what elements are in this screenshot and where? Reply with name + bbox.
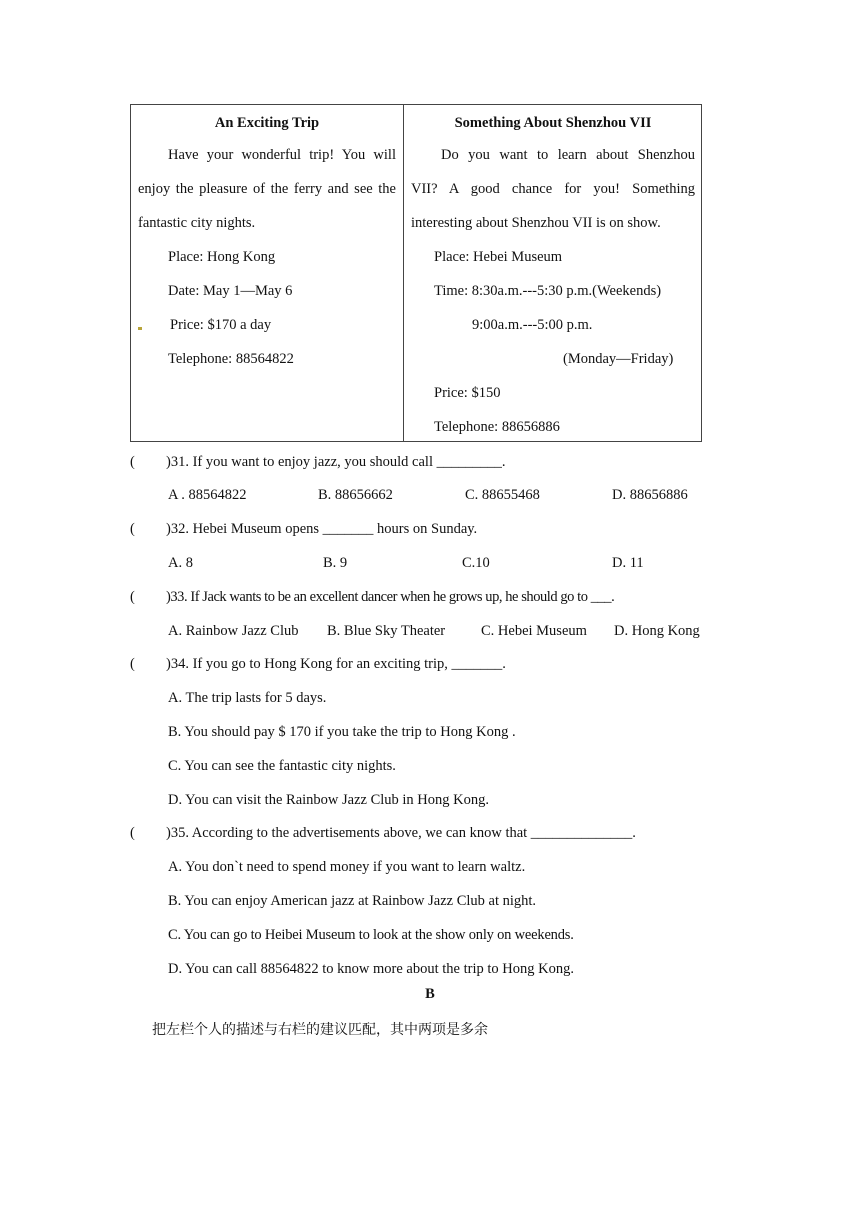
option-b: B. You should pay $ 170 if you take the trip to Hong Kong . [168,724,516,740]
option-a: A. You don`t need to spend money if you want to learn waltz. [168,859,526,875]
option-c: C. You can go to Heibei Museum to look at the show only on weekends. [168,927,574,943]
table-divider [403,105,404,441]
section-instruction: 把左栏个人的描述与右栏的建议匹配，其中两项是多余 [152,1022,488,1038]
ad-place: Place: Hong Kong [168,249,276,265]
question-33: )33. If Jack wants to be an excellent dancer when he grows up, he should go to ___. [166,589,615,605]
question-32: )32. Hebei Museum opens _______ hours on Sunday. [166,521,478,537]
ad-text: enjoy the pleasure of the ferry and see the [138,181,396,197]
option-c: C.10 [462,555,490,571]
option-c: C. 88655468 [465,487,540,503]
answer-blank: ( [130,656,135,672]
answer-blank: ( [130,589,135,605]
option-d: D. You can call 88564822 to know more about the trip to Hong Kong. [168,961,574,977]
option-a: A. 8 [168,555,193,571]
answer-blank: ( [130,825,135,841]
question-31: )31. If you want to enjoy jazz, you should call _________. [166,454,506,470]
ad-telephone: Telephone: 88564822 [168,351,294,367]
ad-time: Time: 8:30a.m.---5:30 p.m.(Weekends) [434,283,662,299]
option-b: B. 9 [323,555,348,571]
option-a: A. The trip lasts for 5 days. [168,690,327,706]
ad-telephone: Telephone: 88656886 [434,419,560,435]
section-heading: B [425,986,435,1002]
ad-title: An Exciting Trip [214,115,320,131]
option-d: D. 88656886 [612,487,688,503]
option-a: A. Rainbow Jazz Club [168,623,299,639]
option-b: B. You can enjoy American jazz at Rainbow Jazz Club at night. [168,893,537,909]
option-d: D. You can visit the Rainbow Jazz Club in Hong Kong. [168,792,489,808]
ad-text: Do you want to learn about Shenzhou [441,147,695,163]
ad-place: Place: Hebei Museum [434,249,563,265]
answer-blank: ( [130,454,135,470]
question-35: )35. According to the advertisements above, we can know that ______________. [166,825,636,841]
ad-title: Something About Shenzhou VII [454,115,652,131]
option-d: D. Hong Kong [614,623,700,639]
ad-text: fantastic city nights. [138,215,256,231]
advertisement-table [130,104,702,442]
question-34: )34. If you go to Hong Kong for an exciting trip, _______. [166,656,506,672]
ad-text: Have your wonderful trip! You will [168,147,396,163]
ad-text: interesting about Shenzhou VII is on show. [411,215,661,231]
option-b: B. Blue Sky Theater [327,623,446,639]
ad-text: VII? A good chance for you! Something [411,181,695,197]
ad-price: Price: $150 [434,385,501,401]
answer-blank: ( [130,521,135,537]
option-c: C. You can see the fantastic city nights. [168,758,396,774]
ad-time: (Monday—Friday) [563,351,674,367]
option-d: D. 11 [612,555,644,571]
option-c: C. Hebei Museum [481,623,587,639]
option-b: B. 88656662 [318,487,393,503]
option-a: A . 88564822 [168,487,247,503]
ad-time: 9:00a.m.---5:00 p.m. [472,317,593,333]
ad-date: Date: May 1—May 6 [168,283,293,299]
ad-price: Price: $170 a day [170,317,272,333]
highlight-marker [138,327,142,330]
